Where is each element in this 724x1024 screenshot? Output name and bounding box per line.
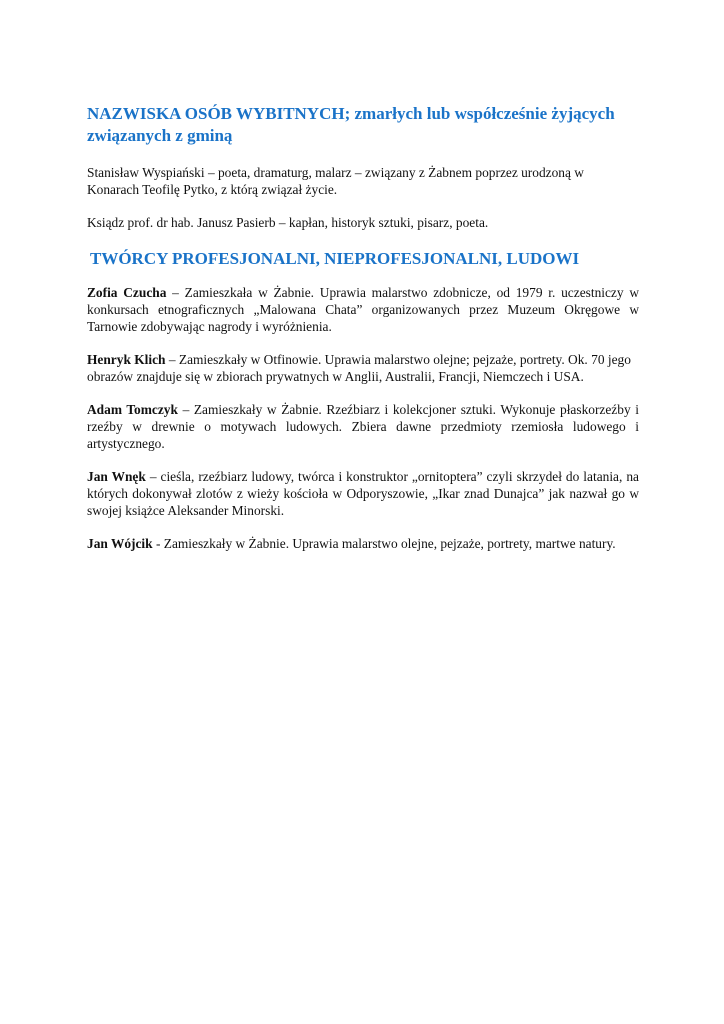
paragraph-pasierb: Ksiądz prof. dr hab. Janusz Pasierb – kapłan, historyk sztuki, pisarz, poeta. xyxy=(87,215,489,230)
entry-name: Henryk Klich xyxy=(87,352,166,367)
paragraph-wyspianski: Stanisław Wyspiański – poeta, dramaturg, malarz – związany z Żabnem poprzez urodzoną w Konarach Teofilę Pytko, z którą związał życie. xyxy=(87,165,584,197)
entry-text: – cieśla, rzeźbiarz ludowy, twórca i konstruktor „ornitoptera” czyli skrzydeł do latania, na których dokonywał zlotów z wieży kościoła w Odporyszowie, „Ikar znad Dunajca” jak nazwał go w swojej książce Aleksander Minorski. xyxy=(87,469,639,518)
section-heading-notable-people: NAZWISKA OSÓB WYBITNYCH; zmarłych lub współcześnie żyjących związanych z gminą xyxy=(87,104,615,145)
entry-text: - Zamieszkały w Żabnie. Uprawia malarstwo olejne, pejzaże, portrety, martwe natury. xyxy=(152,536,616,551)
entry-name: Jan Wójcik xyxy=(87,536,153,551)
entry-name: Zofia Czucha xyxy=(87,285,167,300)
entry-adam-tomczyk xyxy=(87,401,639,452)
entry-text: – Zamieszkały w Otfinowie. Uprawia malarstwo olejne; pejzaże, portrety. Ok. 70 jego obrazów znajduje się w zbiorach prywatnych w Anglii, Australii, Francji, Niemczech i USA. xyxy=(87,352,631,384)
entry-text: – Zamieszkała w Żabnie. Uprawia malarstwo zdobnicze, od 1979 r. uczestniczy w konkursach etnograficznych „Malowana Chata” organizowanych przez Muzeum Okręgowe w Tarnowie zdobywając nagrody i wyróżnienia. xyxy=(87,285,640,334)
entry-jan-wnek xyxy=(87,468,639,519)
section-heading-artists: TWÓRCY PROFESJONALNI, NIEPROFESJONALNI, LUDOWI xyxy=(90,249,580,268)
entry-zofia-czucha xyxy=(87,284,639,335)
entry-text: – Zamieszkały w Żabnie. Rzeźbiarz i kolekcjoner sztuki. Wykonuje płaskorzeźby i rzeźby w drewnie o motywach ludowych. Zbiera dawne przedmioty rzemiosła ludowego i artystycznego. xyxy=(87,402,639,451)
document-page xyxy=(87,103,639,568)
entry-jan-wojcik xyxy=(87,535,639,552)
entry-name: Adam Tomczyk xyxy=(87,402,178,417)
entry-name: Jan Wnęk xyxy=(87,469,146,484)
entry-henryk-klich xyxy=(87,351,639,385)
